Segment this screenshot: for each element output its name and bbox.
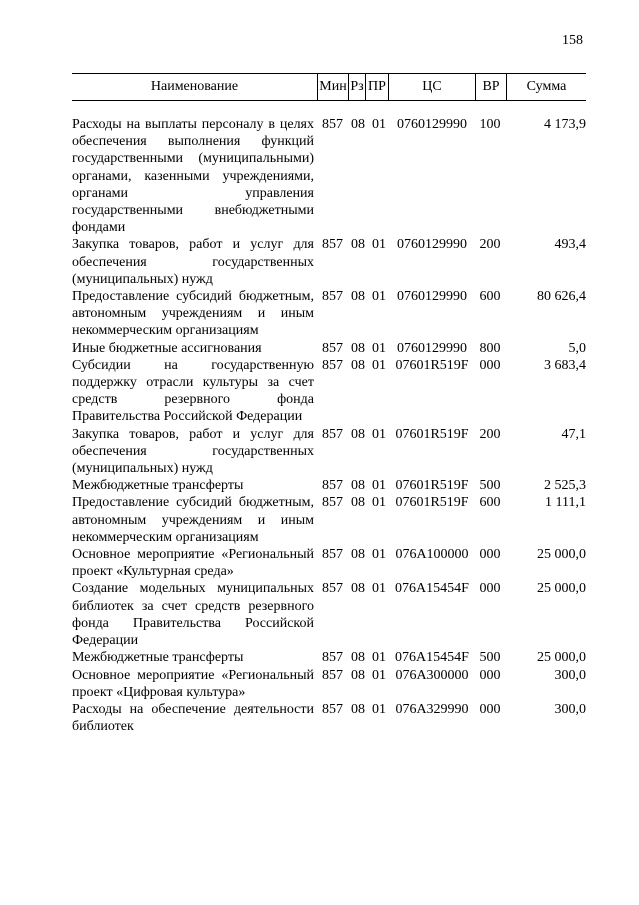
row-rz: 08 bbox=[351, 701, 365, 717]
row-sum: 4 173,9 bbox=[544, 117, 586, 132]
header-rz: Рз bbox=[348, 74, 365, 100]
row-vr: 000 bbox=[479, 701, 501, 717]
row-sum: 47,1 bbox=[561, 426, 586, 442]
row-name: Создание модельных муниципальных библиотек за счет средств резервного фонда Правительства Российской Федерации bbox=[72, 581, 314, 649]
table-row bbox=[72, 546, 586, 580]
row-min: 857 bbox=[322, 426, 343, 442]
row-cs: 076A100000 bbox=[395, 547, 469, 563]
row-rz: 08 bbox=[351, 357, 365, 373]
row-pr: 01 bbox=[372, 289, 386, 305]
row-vr: 100 bbox=[479, 117, 501, 132]
row-pr: 01 bbox=[372, 650, 386, 666]
row-pr: 01 bbox=[372, 581, 386, 597]
row-rz: 08 bbox=[351, 547, 365, 563]
table-row bbox=[72, 236, 586, 288]
row-min: 857 bbox=[322, 581, 343, 597]
row-cs: 07601R519F bbox=[395, 478, 469, 494]
row-name: Основное мероприятие «Региональный проект «Цифровая культура» bbox=[72, 667, 314, 700]
row-name: Межбюджетные трансферты bbox=[72, 478, 244, 494]
row-min: 857 bbox=[322, 478, 343, 494]
header-sum: Сумма bbox=[506, 74, 586, 100]
table-row bbox=[72, 340, 586, 357]
header-name: Наименование bbox=[150, 79, 239, 94]
header-vr: ВР bbox=[475, 74, 506, 100]
row-pr: 01 bbox=[372, 701, 386, 717]
row-name: Закупка товаров, работ и услуг для обеспечения государственных (муниципальных) нужд bbox=[72, 237, 314, 287]
row-vr: 500 bbox=[479, 478, 501, 494]
row-vr: 800 bbox=[479, 340, 501, 356]
row-name: Предоставление субсидий бюджетным, автономным учреждениям и иным некоммерческим организациям bbox=[72, 495, 314, 545]
row-pr: 01 bbox=[372, 426, 386, 442]
row-cs: 07601R519F bbox=[395, 495, 469, 511]
row-vr: 600 bbox=[479, 495, 501, 511]
row-cs: 07601R519F bbox=[395, 357, 469, 373]
header-cs: ЦС bbox=[388, 74, 475, 100]
row-cs: 076A15454F bbox=[395, 581, 469, 597]
row-vr: 600 bbox=[479, 289, 501, 305]
table-row bbox=[72, 667, 586, 701]
table-row bbox=[72, 288, 586, 340]
row-vr: 500 bbox=[479, 650, 501, 666]
row-vr: 200 bbox=[479, 426, 501, 442]
row-pr: 01 bbox=[372, 667, 386, 683]
row-min: 857 bbox=[322, 357, 343, 373]
row-pr: 01 bbox=[372, 547, 386, 563]
row-min: 857 bbox=[322, 289, 343, 305]
row-vr: 200 bbox=[479, 237, 501, 253]
row-sum: 25 000,0 bbox=[537, 650, 586, 666]
row-name: Расходы на выплаты персоналу в целях обеспечения выполнения функций государственными (муниципальными) органами, казенными учреждениями, органами управления государственными внебюджетными фондами bbox=[72, 117, 314, 236]
row-cs: 076A15454F bbox=[395, 650, 469, 666]
row-vr: 000 bbox=[479, 547, 501, 563]
row-min: 857 bbox=[322, 237, 343, 253]
table-row bbox=[72, 116, 586, 236]
row-sum: 5,0 bbox=[568, 340, 586, 356]
row-min: 857 bbox=[322, 117, 343, 132]
row-pr: 01 bbox=[372, 117, 386, 132]
row-sum: 300,0 bbox=[554, 667, 586, 683]
row-rz: 08 bbox=[351, 426, 365, 442]
row-name: Закупка товаров, работ и услуг для обеспечения государственных (муниципальных) нужд bbox=[72, 426, 314, 477]
row-sum: 1 111,1 bbox=[545, 495, 586, 511]
row-min: 857 bbox=[322, 495, 343, 511]
row-cs: 07601R519F bbox=[395, 426, 469, 442]
page-number: 158 bbox=[562, 33, 583, 48]
table-row bbox=[72, 357, 586, 426]
row-rz: 08 bbox=[351, 667, 365, 683]
row-rz: 08 bbox=[351, 289, 365, 305]
table-row bbox=[72, 426, 586, 478]
table-row bbox=[72, 649, 586, 666]
row-cs: 076A329990 bbox=[395, 701, 469, 717]
row-min: 857 bbox=[322, 340, 343, 356]
row-min: 857 bbox=[322, 650, 343, 666]
row-cs: 0760129990 bbox=[397, 117, 467, 132]
row-sum: 2 525,3 bbox=[544, 478, 586, 494]
row-rz: 08 bbox=[351, 237, 365, 253]
table-body bbox=[72, 116, 586, 735]
row-vr: 000 bbox=[479, 581, 501, 597]
row-cs: 0760129990 bbox=[397, 289, 467, 305]
table-header bbox=[72, 73, 586, 101]
header-min: Мин bbox=[317, 74, 348, 100]
row-cs: 0760129990 bbox=[397, 237, 467, 253]
row-sum: 25 000,0 bbox=[537, 581, 586, 597]
row-sum: 493,4 bbox=[554, 237, 586, 253]
row-pr: 01 bbox=[372, 478, 386, 494]
row-rz: 08 bbox=[351, 117, 365, 132]
row-rz: 08 bbox=[351, 340, 365, 356]
row-min: 857 bbox=[322, 667, 343, 683]
row-rz: 08 bbox=[351, 495, 365, 511]
table-row bbox=[72, 701, 586, 735]
row-pr: 01 bbox=[372, 495, 386, 511]
row-cs: 0760129990 bbox=[397, 340, 467, 356]
row-name: Предоставление субсидий бюджетным, автономным учреждениям и иным некоммерческим организациям bbox=[72, 289, 314, 339]
row-sum: 3 683,4 bbox=[544, 357, 586, 373]
row-rz: 08 bbox=[351, 478, 365, 494]
row-cs: 076A300000 bbox=[395, 667, 469, 683]
row-pr: 01 bbox=[372, 357, 386, 373]
table-row bbox=[72, 494, 586, 546]
row-pr: 01 bbox=[372, 340, 386, 356]
row-min: 857 bbox=[322, 547, 343, 563]
row-pr: 01 bbox=[372, 237, 386, 253]
row-name: Расходы на обеспечение деятельности библиотек bbox=[72, 701, 314, 735]
header-pr: ПР bbox=[365, 74, 388, 100]
row-sum: 25 000,0 bbox=[537, 547, 586, 563]
row-vr: 000 bbox=[479, 357, 501, 373]
row-sum: 80 626,4 bbox=[537, 289, 586, 305]
row-vr: 000 bbox=[479, 667, 501, 683]
row-min: 857 bbox=[322, 701, 343, 717]
row-name: Основное мероприятие «Региональный проект «Культурная среда» bbox=[72, 547, 314, 580]
row-name: Межбюджетные трансферты bbox=[72, 650, 244, 666]
table-row bbox=[72, 580, 586, 649]
row-sum: 300,0 bbox=[554, 701, 586, 717]
row-name: Субсидии на государственную поддержку отрасли культуры за счет средств резервного фонда Правительства Российской Федерации bbox=[72, 357, 314, 425]
table-row bbox=[72, 477, 586, 494]
row-rz: 08 bbox=[351, 650, 365, 666]
row-rz: 08 bbox=[351, 581, 365, 597]
row-name: Иные бюджетные ассигнования bbox=[72, 340, 262, 356]
